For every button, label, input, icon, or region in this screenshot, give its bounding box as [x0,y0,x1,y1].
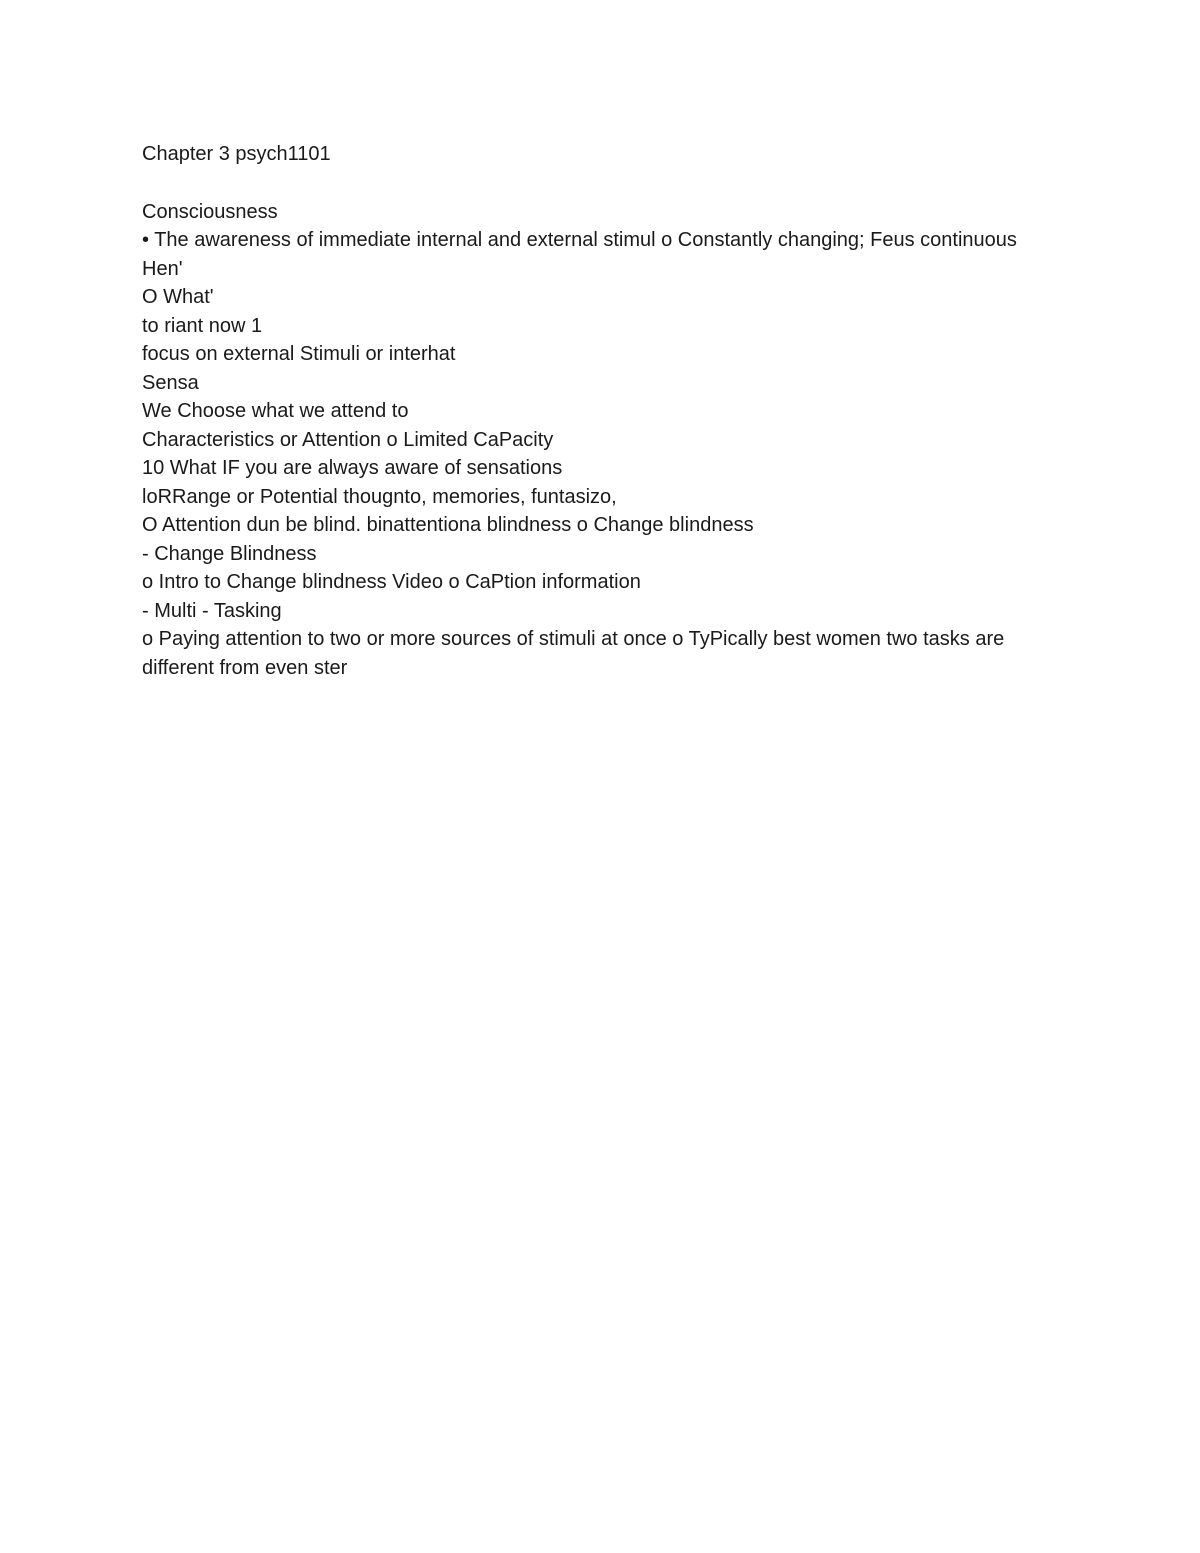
document-title: Chapter 3 psych1101 [142,143,331,165]
text-line: o Paying attention to two or more sources of stimuli at once o TyPically best women two tasks are different from even ster [142,628,1010,679]
text-line: Sensa [142,371,199,394]
document-body [142,140,1062,682]
text-line: We Choose what we attend to [142,400,409,422]
text-line: O Attention dun be blind. binattentiona blindness o Change blindness [142,514,754,536]
text-line: Characteristics or Attention o Limited CaPacity [142,428,554,451]
text-line: focus on external Stimuli or interhat [142,343,456,365]
text-line: - Multi - Tasking [142,599,282,622]
text-line: to riant now 1 [142,314,263,337]
text-line: • The awareness of immediate internal and external stimul o Constantly changing; Feus continuous [142,229,1017,251]
text-line: O What' [142,286,214,308]
text-line: o Intro to Change blindness Video o CaPtion information [142,571,641,593]
text-line: - Change Blindness [142,542,317,565]
text-line: loRRange or Potential thougnto, memories, funtasizo, [142,485,617,508]
text-line: 10 What IF you are always aware of sensations [142,457,563,479]
text-line: Consciousness [142,200,278,223]
text-line: Hen' [142,257,183,280]
